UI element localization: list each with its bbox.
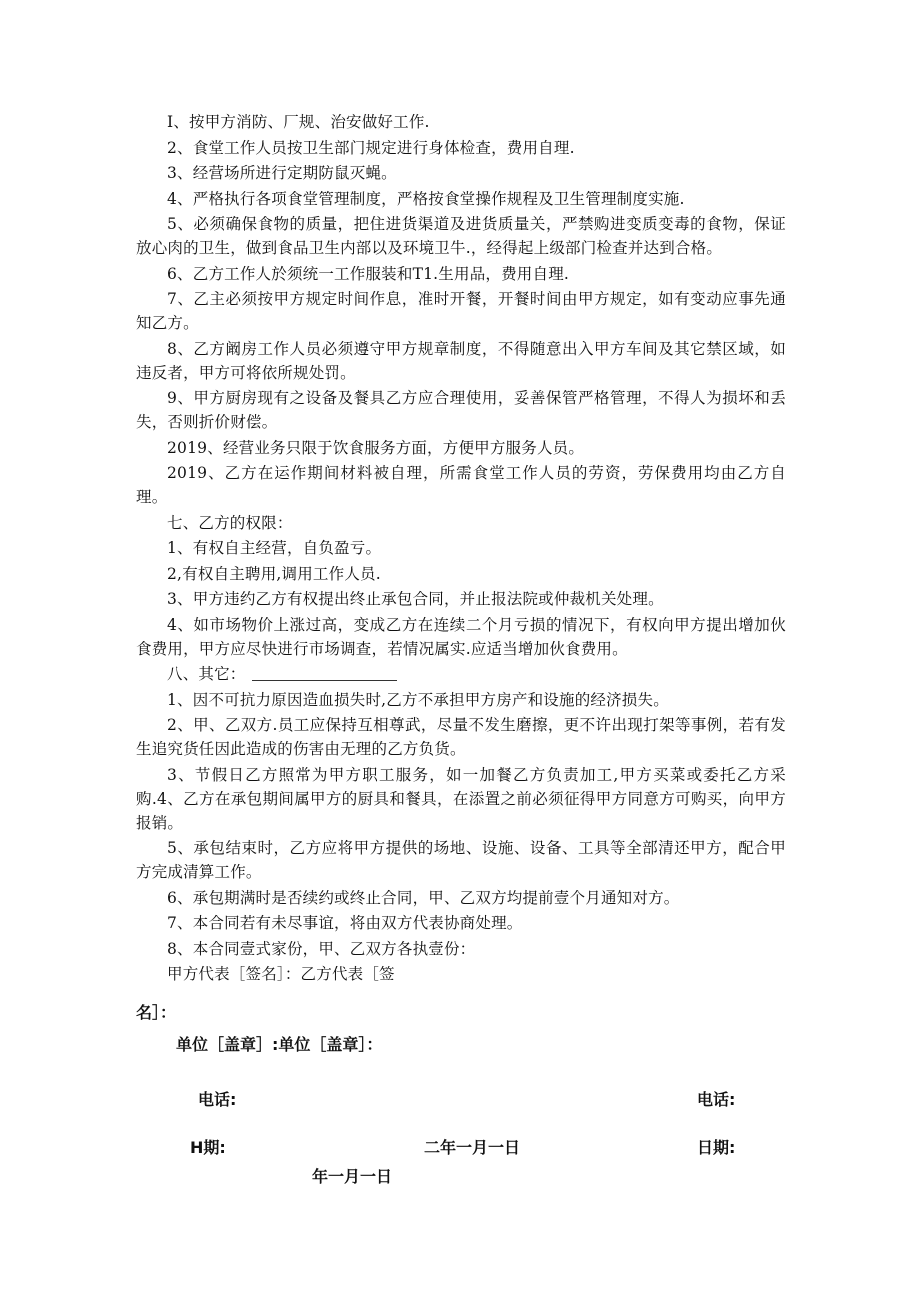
date-value-b: 年一月一日 [312,1167,393,1186]
clause-9: 9、甲方厨房现有之设备及餐具乙方应合理使用，妥善保管严格管理，不得人为损坏和丢失，否则折价财偿。 [136,389,786,431]
clause-6: 6、乙方工作人於须统一工作服装和T1.生用品，费用自理. [167,264,570,283]
clause-1: I、按甲方消防、厂规、治安做好工作. [167,113,430,131]
clause-4: 4、严格执行各项食堂管理制度，严格按食堂操作规程及卫生管理制度实施. [167,189,685,208]
contract-body [136,110,786,986]
clause-8: 8、乙方阚房工作人员必须遵守甲方规章制度，不得随意出入甲方车间及其它禁区域，如违反者，甲方可将依所规处罚。 [136,339,786,382]
clause-10: 2019、经营业务只限于饮食服务方面，方便甲方服务人员。 [167,438,585,457]
section-8-item-7: 7、本合同若有未尽事谊，将由双方代表协商处理。 [167,914,523,932]
section-7-item-3: 3、甲方违约乙方有权提出终止承包合同，并止报法院或仲裁机关处理。 [167,590,664,608]
clause-3: 3、经营场所进行定期防鼠灭蝇。 [167,164,397,182]
section-8-heading-line [136,662,786,686]
date-value-a: 二年一月一日 [424,1138,521,1157]
section-8-item-2: 2、甲、乙双方.员工应保持互相尊武，尽量不发生磨擦，更不许出现打架等事例，若有发生追究货任因此造成的伤害由无理的乙方负货。 [136,716,786,758]
section-7-heading: 七、乙方的权限： [167,513,293,532]
blank-fill-line [252,664,397,681]
representative-line: 甲方代表［签名］：乙方代表［签 [167,965,395,983]
date-label-b: 日期: [697,1138,736,1157]
clause-5: 5、必须确保食物的质量，把住进货渠道及进货质量关，严禁购进变质变毒的食物，保证放心肉的卫生，做到食品卫生内部以及环境卫牛.，经得起上级部门检查并达到合格。 [136,215,786,257]
unit-seal-line: 单位［盖章］:单位［盖章］： [176,1035,383,1054]
date-label-a: H期: [190,1138,226,1157]
section-8-heading: 八、其它： [167,665,246,683]
section-8-item-6: 6、承包期满时是否续约或终止合同，甲、乙双方均提前壹个月通知对方。 [167,888,680,907]
section-7-item-2: 2,有权自主聘用,调用工作人员. [167,564,381,583]
clause-2: 2、食堂工作人员按卫生部门规定进行身体检查，费用自理. [167,138,575,157]
phone-label-b: 电话: [697,1090,736,1109]
section-8-item-8: 8、本合同壹式家份，甲、乙双方各执壹份： [167,939,476,958]
section-7-item-4: 4、如市场物价上涨过高，变成乙方在连续二个月亏损的情况下，有权向甲方提出增加伙食费用，甲方应尽快进行市场调查，若情况属实.应适当增加伙食费用。 [136,615,786,658]
clause-11: 2019、乙方在运作期间材料被自理，所需食堂工作人员的劳资，劳保费用均由乙方自理。 [136,464,786,506]
section-8-item-5: 5、承包结束时，乙方应将甲方提供的场地、设施、设备、工具等全部清还甲方，配合甲方完成清算工作。 [136,839,786,881]
representative-continuation: 名］： [136,1003,177,1022]
section-8-item-1: 1、因不可抗力原因造血损失时,乙方不承担甲方房产和设施的经济损失。 [167,690,669,709]
section-7-item-1: 1、有权自主经营，自负盈亏。 [167,539,382,557]
clause-7: 7、乙主必须按甲方规定时间作息，准时开餐，开餐时间由甲方规定，如有变动应事先通知乙方。 [136,290,786,332]
phone-label-a: 电话: [198,1090,237,1109]
section-8-item-3: 3、节假日乙方照常为甲方职工服务，如一加餐乙方负责加工,甲方买菜或委托乙方采购.4、乙方在承包期间属甲方的厨具和餐具，在添置之前必须征得甲方同意方可购买，向甲方报销。 [136,765,786,832]
